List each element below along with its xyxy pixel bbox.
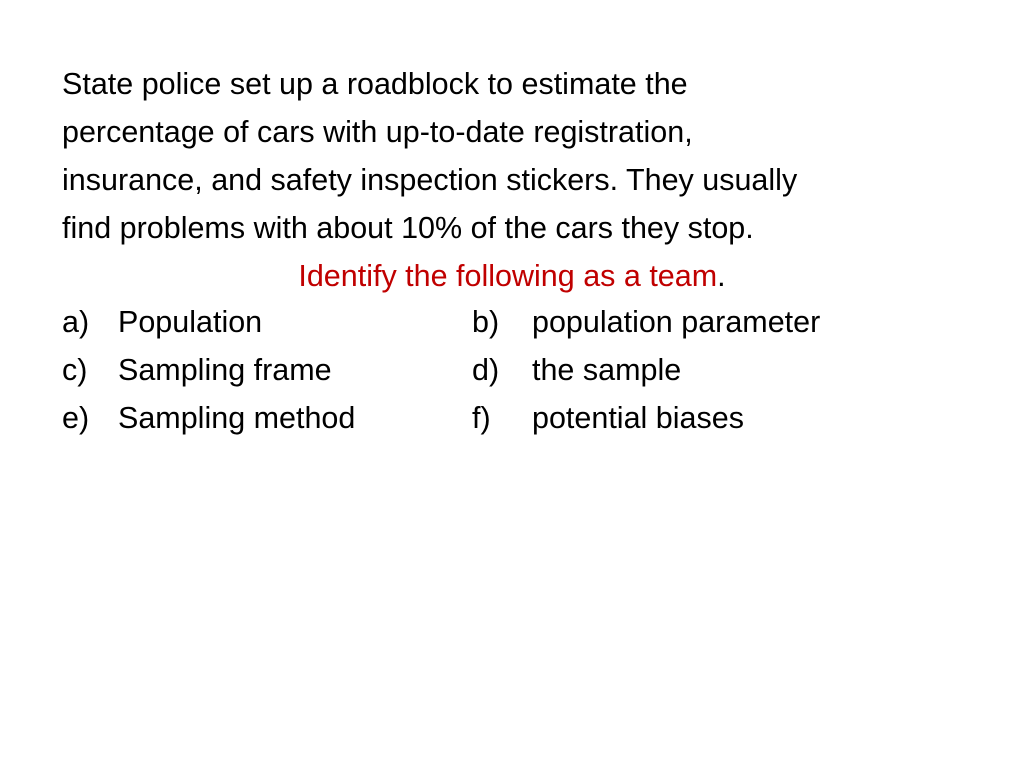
item-label: the sample <box>532 353 682 387</box>
item-marker: f) <box>472 401 491 435</box>
item-label: Population <box>118 305 263 339</box>
item-marker: e) <box>62 401 90 435</box>
instruction <box>0 252 1024 300</box>
instruction-period: . <box>717 259 726 293</box>
item-marker: b) <box>472 305 500 339</box>
item-row <box>62 346 962 394</box>
item-label: potential biases <box>532 401 744 435</box>
problem-line: find problems with about 10% of the cars they stop. <box>62 211 754 245</box>
item-label: population parameter <box>532 305 821 339</box>
item-row <box>62 298 962 346</box>
item-marker: a) <box>62 305 90 339</box>
item-marker: c) <box>62 353 88 387</box>
problem-line: percentage of cars with up-to-date registration, <box>62 115 693 149</box>
item-label: Sampling method <box>118 401 356 435</box>
problem-statement <box>62 60 962 252</box>
item-row <box>62 394 962 442</box>
item-label: Sampling frame <box>118 353 332 387</box>
problem-line: insurance, and safety inspection stickers. They usually <box>62 163 798 197</box>
instruction-text: Identify the following as a team <box>298 259 718 293</box>
problem-line: State police set up a roadblock to estimate the <box>62 67 688 101</box>
item-list <box>62 298 962 442</box>
item-marker: d) <box>472 353 500 387</box>
